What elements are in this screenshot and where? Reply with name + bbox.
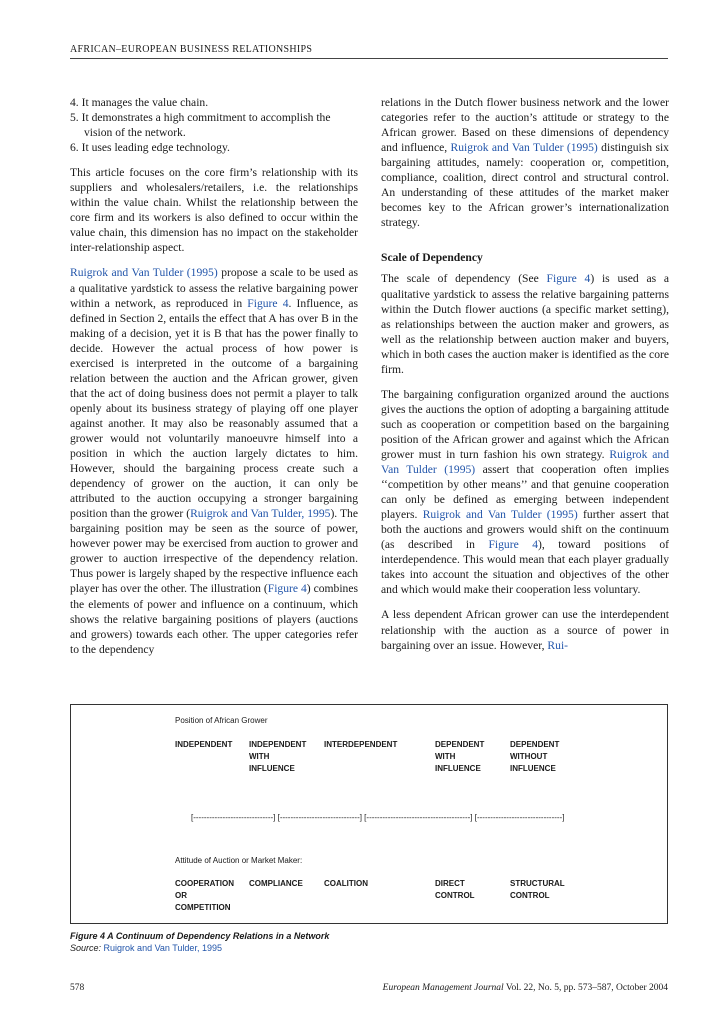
caption-source (70, 942, 668, 954)
lower-category (175, 878, 255, 914)
text: ) combines the elements of power and influence on a continuum, which shows the relative bargaining positions of players (auctions and growers) towards each other. The upper categories refer to the dependency (70, 582, 358, 656)
figure-4-box (70, 704, 668, 924)
category-line: COMPETITION (175, 903, 231, 912)
lower-category (249, 878, 329, 890)
lower-category (435, 878, 515, 902)
figure-link[interactable]: Figure 4 (247, 296, 289, 310)
journal-name: European Management Journal (382, 983, 504, 993)
list-item: 5. It demonstrates a high commitment to accomplish the vision of the network. (70, 111, 331, 140)
category-line: INDEPENDENT (249, 740, 307, 749)
text: further assert that both the auctions and growers would shift on the continuum (as described in (381, 508, 669, 552)
source-label: Source: (70, 943, 102, 953)
lower-category (510, 878, 590, 902)
journal-info (383, 983, 668, 993)
category-line: INFLUENCE (435, 764, 481, 773)
category-line: INDEPENDENT (175, 740, 233, 749)
text: propose a scale to be used as a qualitative yardstick to assess the relative bargaining power within a network, as reproduced in (70, 266, 358, 310)
running-head: AFRICAN–EUROPEAN BUSINESS RELATIONSHIPS (70, 44, 668, 59)
text: relations in the Dutch flower business network and the lower categories refer to the auction’s attitude or strategy to the African grower. Based on these dimensions of dependency and influence, (381, 96, 669, 155)
citation-link[interactable]: Ruigrok and Van Tulder, 1995 (190, 507, 331, 521)
text: The bargaining configuration organized around the auctions gives the auctions the option of adopting a bargaining attitude such as cooperation or competition based on the bargaining position of the African grower and against which the African grower must in turn fashion his own strategy. (381, 387, 669, 461)
list-item: 6. It uses leading edge technology. (70, 141, 230, 155)
left-column (70, 95, 358, 667)
paragraph: This article focuses on the core firm’s relationship with its suppliers and wholesalers/retailers, i.e. the relationships within the value chain. Whilst the relationship between the core firm and its workers is also defined to occur within the value chain, this dimension has no impact on the stakeholder inter-relationship aspect. (70, 166, 358, 255)
upper-category (435, 739, 515, 775)
text: ) is used as a qualitative yardstick to assess the relative bargaining patterns within the Dutch flower auctions (a specific market setting), as relationships between the auction maker and growers, as well as the relationship between auction maker and buyers, which in both cases the auction maker is identified as the core firm. (381, 272, 669, 376)
paragraph (381, 95, 669, 230)
text: ), toward positions of interdependence. This would mean that each player gradually takes into account the situation and objectives of the other and which would make their cooperation less voluntary. (381, 538, 670, 597)
category-line: STRUCTURAL (510, 879, 565, 888)
continuum-scale: [------------------------------] [------------------------------] [---------------------------------------] [--------------------------------] (191, 813, 565, 822)
upper-category (324, 739, 424, 751)
lower-category (324, 878, 404, 890)
text: assert that cooperation often implies ‘‘competition by other means’’ and that genuine cooperation can only be defined as emerging between independent players. (381, 463, 669, 522)
figure-caption (70, 930, 668, 954)
category-line: WITH (249, 752, 270, 761)
right-column (381, 95, 669, 663)
text: A less dependent African grower can use the interdependent relationship with the auction as a source of power in bargaining over an issue. However, (381, 608, 669, 652)
journal-details: Vol. 22, No. 5, pp. 573–587, October 2004 (503, 983, 668, 993)
category-line: INFLUENCE (510, 764, 556, 773)
section-heading: Scale of Dependency (381, 251, 483, 265)
category-line: WITH (435, 752, 456, 761)
upper-category (510, 739, 590, 775)
category-line: COALITION (324, 879, 368, 888)
category-line: COMPLIANCE (249, 879, 303, 888)
figure-top-label: Position of African Grower (175, 716, 268, 725)
citation-link[interactable]: Ruigrok and Van Tulder (1995) (381, 447, 669, 477)
upper-category (175, 739, 255, 751)
category-line: INFLUENCE (249, 764, 295, 773)
page-number: 578 (70, 983, 85, 993)
caption-title: Figure 4 A Continuum of Dependency Relations in a Network (70, 931, 330, 941)
category-line: DEPENDENT (435, 740, 485, 749)
category-line: DEPENDENT (510, 740, 560, 749)
category-line: DIRECT (435, 879, 465, 888)
list-item: 4. It manages the value chain. (70, 96, 209, 109)
category-line: INTERDEPENDENT (324, 740, 398, 749)
figure-link[interactable]: Figure 4 (267, 582, 307, 596)
text: ). The bargaining position may be seen as the source of power, however power may be exercised from auction to grower and grower to auction irrespective of the dependency relation. Thus power is largely shaped by the respective influence each player has over the other. The illustration ( (70, 507, 358, 596)
citation-link[interactable]: Ruigrok and Van Tulder (1995) (70, 266, 218, 280)
numbered-list (70, 95, 358, 155)
paragraph (70, 265, 358, 656)
category-line: WITHOUT (510, 752, 548, 761)
category-line: CONTROL (510, 891, 550, 900)
category-line: OR (175, 891, 187, 900)
paragraph (381, 387, 669, 598)
text: . Influence, as defined in Section 2, entails the effect that A has over B in the making of a decision, yet it is B that has the power finally to decide. However the actual process of how power is exercised is interpreted in the outcome of a bargaining relation between the auction and the African grower, given that the act of doing business does not permit a player to talk openly about its business strategy of playing off one player against another. It may also be reasonably assumed that a grower would not voluntarily manoeuvre himself into a position in which the auction largely dictates to him. However, should the bargaining process create such a dependency of grower on the auction, it can only be attributed to the auction occupying a stronger bargaining position than the grower ( (70, 296, 358, 521)
category-line: CONTROL (435, 891, 475, 900)
text: The scale of dependency (See (381, 272, 547, 286)
upper-category (249, 739, 329, 775)
citation-link[interactable]: Ruigrok and Van Tulder (1995) (450, 141, 598, 155)
citation-link[interactable]: Rui- (547, 638, 569, 652)
paragraph (381, 607, 669, 652)
citation-link[interactable]: Ruigrok and Van Tulder (1995) (422, 508, 578, 522)
text: distinguish six bargaining attitudes, namely: cooperation or, competition, compliance, coalition, direct control and structural control. An understanding of these attitudes of the market maker becomes key to the African grower’s internationalization strategy. (381, 141, 669, 230)
category-line: COOPERATION (175, 879, 234, 888)
paragraph (381, 271, 669, 376)
figure-link[interactable]: Figure 4 (546, 272, 591, 286)
citation-link[interactable]: Ruigrok and Van Tulder, 1995 (103, 943, 222, 953)
figure-link[interactable]: Figure 4 (488, 538, 539, 552)
figure-bottom-label: Attitude of Auction or Market Maker: (175, 856, 303, 865)
